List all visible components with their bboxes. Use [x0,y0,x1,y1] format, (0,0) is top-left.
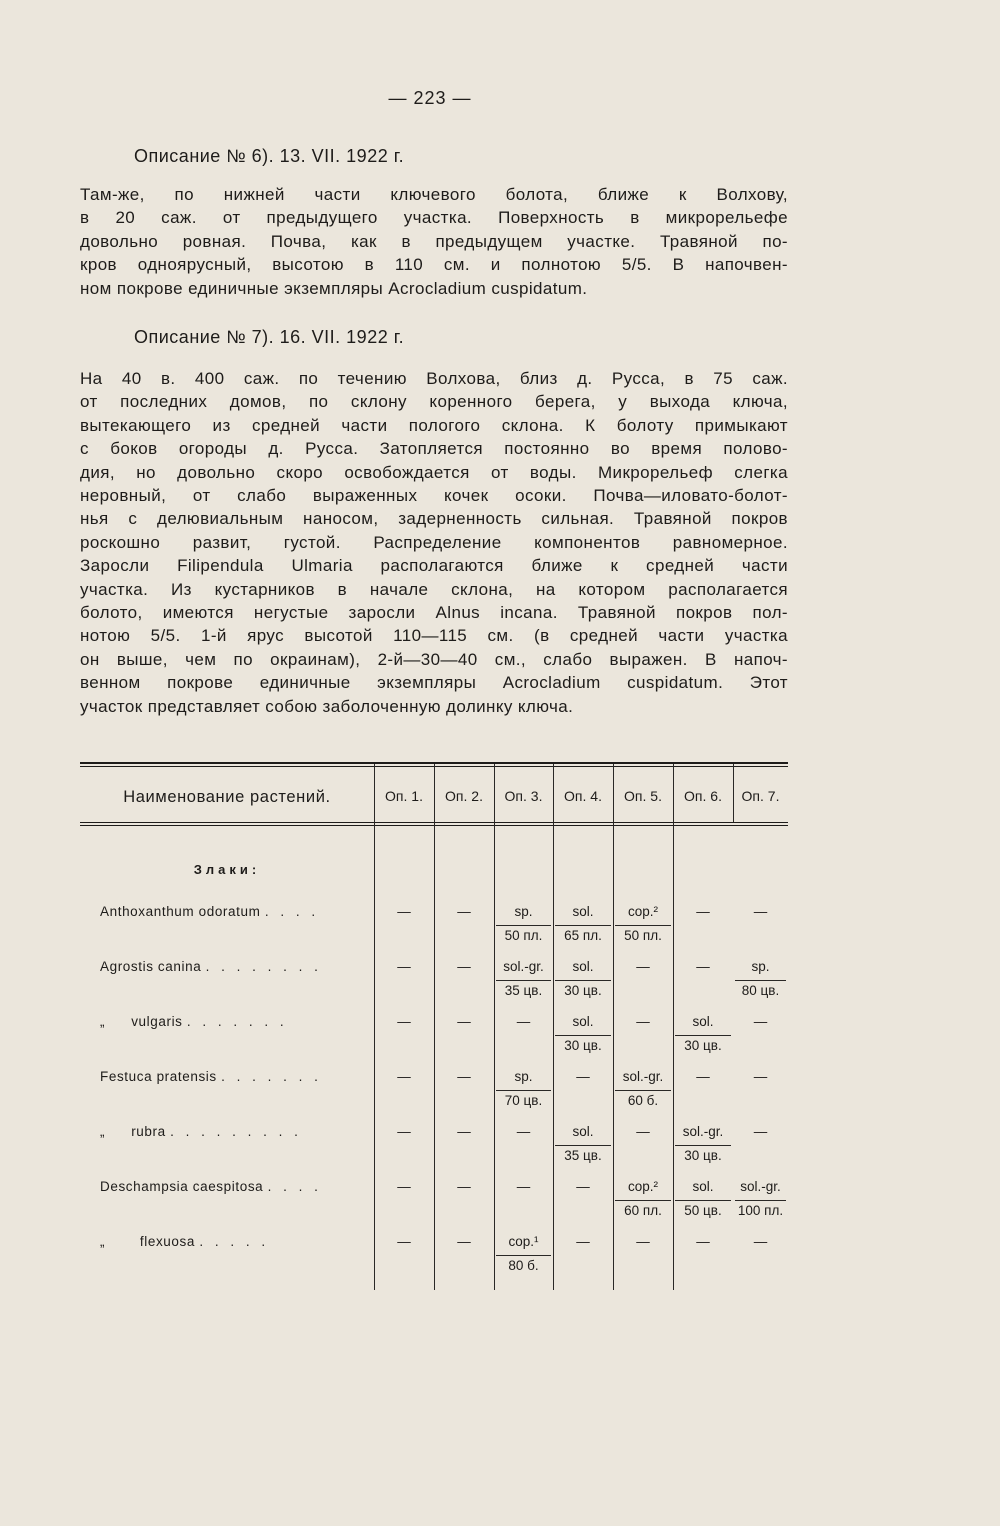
table-cell [673,1179,733,1221]
header-op-5: Оп. 5. [624,788,662,804]
table-cell [733,1179,788,1221]
text-line: вытекающего из средней части пологого склона. К болоту примыкают [80,415,788,435]
table-cell [494,1234,553,1276]
cell-dash: — [457,1234,471,1249]
table-cell [733,904,788,922]
cell-dash: — [636,959,650,974]
cell-height-phase: 35 цв. [555,1145,611,1166]
vegetation-table [80,762,788,1292]
table-cell [673,1234,733,1252]
cell-abundance: sol.-gr. [740,1179,781,1194]
cell-dash: — [696,904,710,919]
text-line: Заросли Filipendula Ulmaria располагаются ближе к средней части [80,556,788,576]
text-line: дия, но довольно скоро освобождается от воды. Микрорельеф слегка [80,462,788,482]
leader-dots: . . . . . . . . [205,959,322,974]
text-line: довольно ровная. Почва, как в предыдущем участке. Травяной по- [80,231,788,251]
cell-height-phase: 30 цв. [555,1035,611,1056]
table-cell [673,1124,733,1166]
cell-dash: — [397,959,411,974]
cell-height-phase: 50 цв. [675,1200,731,1221]
table-cell [374,904,434,922]
plant-name-text: „ rubra [100,1124,166,1139]
leader-dots: . . . . . . . [186,1014,288,1029]
table-cell [613,1124,673,1142]
cell-height-phase: 35 цв. [496,980,551,1001]
table-cell [494,904,553,946]
cell-height-phase: 30 цв. [555,980,611,1001]
cell-dash: — [397,1124,411,1139]
plant-name [100,1179,322,1194]
leader-dots: . . . . . . . [221,1069,322,1084]
text-line: в 20 саж. от предыдущего участка. Поверхность в микрорельефе [80,208,788,228]
plant-name-text: Deschampsia caespitosa [100,1179,264,1194]
plant-name-text: Anthoxanthum odoratum [100,904,261,919]
header-plant-name: Наименование растений. [123,788,331,806]
cell-dash: — [576,1179,590,1194]
leader-dots: . . . . . . . . . [170,1124,302,1139]
header-op-4: Оп. 4. [564,788,602,804]
table-cell [553,1179,613,1197]
cell-abundance: sol. [692,1179,714,1194]
cell-dash: — [753,1014,768,1029]
cell-height-phase: 50 пл. [496,925,551,946]
plant-name-text: Agrostis canina [100,959,202,974]
cell-abundance: cop.² [627,904,658,919]
plant-name-text: Festuca pratensis [100,1069,217,1084]
table-cell [613,1179,673,1221]
header-op-3: Оп. 3. [504,788,543,804]
header-op-7: Оп. 7. [741,788,780,804]
cell-abundance: sol. [572,959,594,974]
table-cell [553,1014,613,1056]
cell-abundance: sol.-gr. [622,1069,664,1084]
plant-name [100,1014,288,1029]
plant-name [100,904,319,919]
text-line: участка. Из кустарников в начале склона, на котором располагается [80,579,788,599]
cell-abundance: sp. [514,904,533,919]
table-cell [673,1069,733,1087]
table-cell [374,959,434,977]
table-cell [374,1069,434,1087]
cell-height-phase: 80 цв. [735,980,786,1001]
table-cell [434,959,494,977]
leader-dots: . . . . [264,904,320,919]
cell-dash: — [397,1014,411,1029]
table-cell [673,904,733,922]
cell-dash: — [696,959,710,974]
cell-dash: — [457,1069,471,1084]
cell-dash: — [457,1124,471,1139]
cell-dash: — [516,1014,531,1029]
table-cell [374,1124,434,1142]
cell-height-phase: 30 цв. [675,1035,731,1056]
table-cell [733,1014,788,1032]
table-cell [434,1014,494,1032]
table-cell [494,1124,553,1142]
text-line: нотою 5/5. 1-й ярус высотой 110—115 см. (в средней части участка [80,626,788,646]
text-line: Там-же, по нижней части ключевого болота, ближе к Волхову, [80,185,788,204]
cell-dash: — [696,1069,710,1084]
table-cell [613,1234,673,1252]
cell-dash: — [696,1234,710,1249]
cell-height-phase: 100 пл. [735,1200,786,1221]
cell-dash: — [516,1124,531,1139]
table-cell [374,1234,434,1252]
cell-dash: — [753,1234,768,1249]
table-cell [613,1014,673,1032]
cell-dash: — [753,1069,768,1084]
description-7-heading: Описание № 7). 16. VII. 1922 г. [134,327,405,347]
text-line: кров одноярусный, высотою в 110 см. и полнотою 5/5. В напочвен- [80,255,788,275]
cell-height-phase: 65 пл. [555,925,611,946]
cell-abundance: sol. [692,1014,714,1029]
table-cell [434,904,494,922]
text-line: участок представляет собою заболоченную долинку ключа. [80,696,574,716]
cell-dash: — [753,1124,768,1139]
cell-dash: — [397,1179,411,1194]
cell-dash: — [457,904,471,919]
text-line: На 40 в. 400 саж. по течению Волхова, близ д. Русса, в 75 саж. [80,369,788,388]
leader-dots: . . . . [267,1179,322,1194]
header-op-2: Оп. 2. [445,788,483,804]
plant-name [100,1124,302,1139]
cell-abundance: sp. [514,1069,533,1084]
cell-dash: — [516,1179,531,1194]
header-op-1: Оп. 1. [385,788,423,804]
cell-height-phase: 70 цв. [496,1090,551,1111]
cell-abundance: cop.¹ [508,1234,539,1249]
text-line: венном покрове единичные экземпляры Acrocladium cuspidatum. Этот [80,673,788,693]
description-6-heading: Описание № 6). 13. VII. 1922 г. [134,146,405,166]
table-cell [733,1124,788,1142]
table-cell [613,959,673,977]
cell-abundance: cop.² [627,1179,658,1194]
table-cell [553,1234,613,1252]
cell-abundance: sol. [572,1014,594,1029]
page-number: — 223 — [388,88,472,108]
cell-dash: — [457,1014,471,1029]
cell-abundance: sp. [751,959,770,974]
table-cell [733,1234,788,1252]
table-cell [374,1014,434,1032]
text-line: от последних домов, по склону коренного берега, у выхода ключа, [80,392,788,412]
table-cell [374,1179,434,1197]
description-7-text [80,367,788,718]
plant-name-text: „ vulgaris [100,1014,183,1029]
table-cell [673,1014,733,1056]
cell-dash: — [397,1234,411,1249]
table-cell [494,1179,553,1197]
cell-height-phase: 60 пл. [615,1200,671,1221]
text-line: болото, имеются негустые заросли Alnus incana. Травяной покров пол- [80,603,788,623]
cell-dash: — [397,904,411,919]
table-cell [553,904,613,946]
cell-dash: — [753,904,768,919]
text-line: с боков огороды д. Русса. Затопляется постоянно во время полово- [80,439,788,459]
table-cell [434,1234,494,1252]
cell-dash: — [576,1069,590,1084]
cell-dash: — [636,1014,650,1029]
table-cell [553,1069,613,1087]
header-op-6: Оп. 6. [684,788,722,804]
table-cell [553,959,613,1001]
table-cell [613,904,673,946]
table-cell [494,1014,553,1032]
text-line: роскошно развит, густой. Распределение компонентов равномерное. [80,532,788,552]
cell-height-phase: 80 б. [496,1255,551,1276]
cell-height-phase: 30 цв. [675,1145,731,1166]
cell-dash: — [636,1234,650,1249]
text-line: он выше, чем по окраинам), 2-й—30—40 см., слабо выражен. В напоч- [80,649,788,669]
cell-dash: — [636,1124,650,1139]
plant-name [100,959,322,974]
table-cell [733,959,788,1001]
table-cell [494,959,553,1001]
table-cell [613,1069,673,1111]
text-line: нья с делювиальным наносом, задерненность сильная. Травяной покров [80,509,788,529]
leader-dots: . . . . . [199,1234,270,1249]
cell-height-phase: 60 б. [615,1090,671,1111]
table-cell [434,1179,494,1197]
table-cell [434,1124,494,1142]
text-line: ном покрове единичные экземпляры Acrocladium cuspidatum. [80,278,588,298]
description-6-text [80,183,788,300]
plant-name [100,1069,322,1084]
cell-dash: — [457,959,471,974]
cell-abundance: sol. [572,904,594,919]
plant-name-text: „ flexuosa [100,1234,195,1249]
table-cell [553,1124,613,1166]
table-cell [434,1069,494,1087]
cell-abundance: sol.-gr. [503,959,544,974]
group-label: Злаки: [193,862,261,877]
table-cell [733,1069,788,1087]
cell-dash: — [576,1234,590,1249]
cell-abundance: sol.-gr. [682,1124,724,1139]
table-cell [494,1069,553,1111]
plant-name [100,1234,269,1249]
cell-abundance: sol. [572,1124,594,1139]
cell-dash: — [457,1179,471,1194]
cell-dash: — [397,1069,411,1084]
text-line: неровный, от слабо выраженных кочек осоки. Почва—иловато-болот- [80,486,788,506]
table-cell [673,959,733,977]
cell-height-phase: 50 пл. [615,925,671,946]
